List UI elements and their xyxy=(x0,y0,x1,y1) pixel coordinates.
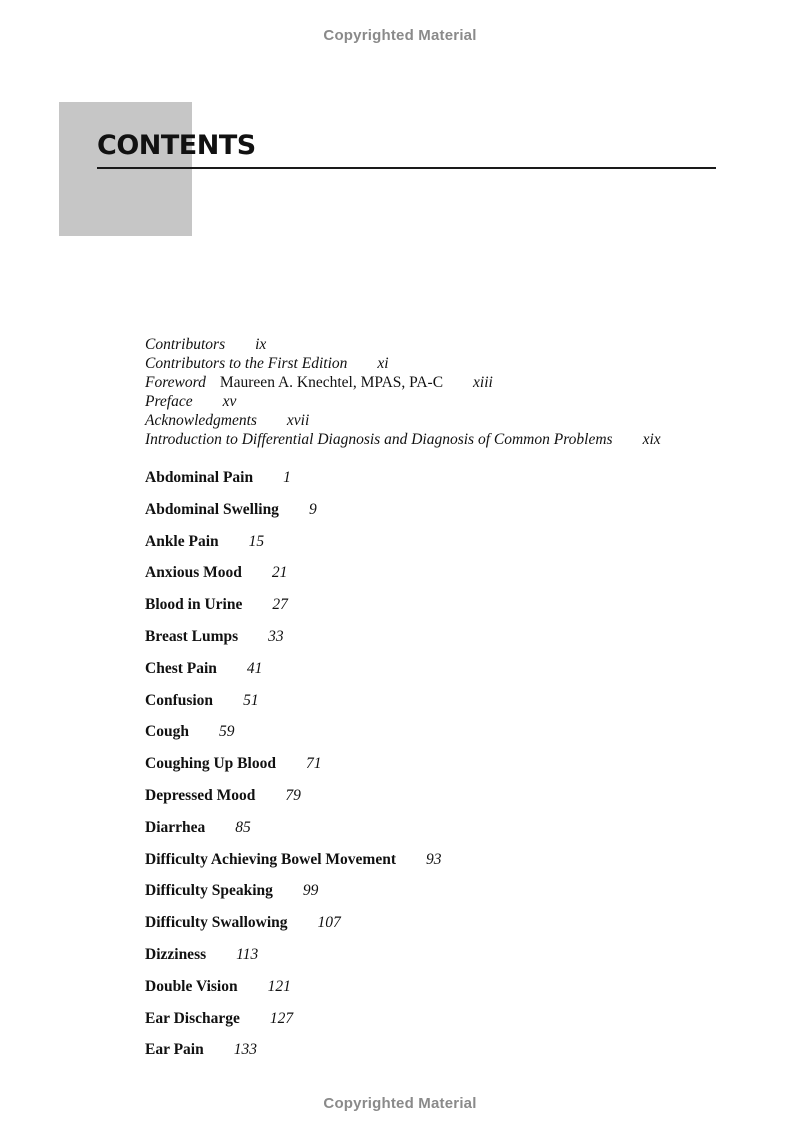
chapter-entry[interactable] xyxy=(145,1009,441,1041)
entry-title: Contributors to the First Edition xyxy=(145,355,348,372)
page-number: ix xyxy=(255,336,267,353)
chapter-title: Diarrhea xyxy=(145,818,206,836)
chapter-title: Ankle Pain xyxy=(145,532,219,550)
chapter-title: Difficulty Achieving Bowel Movement xyxy=(145,850,396,868)
chapter-entry[interactable] xyxy=(145,563,441,595)
toc-entry[interactable] xyxy=(145,354,661,373)
chapter-entry[interactable] xyxy=(145,818,441,850)
page-number: 51 xyxy=(243,691,259,709)
chapter-entry[interactable] xyxy=(145,913,441,945)
chapter-title: Ear Pain xyxy=(145,1041,204,1059)
heading-rule xyxy=(97,167,716,169)
heading-accent-block xyxy=(59,102,192,236)
entry-title: Introduction to Differential Diagnosis and Diagnosis of Common Problems xyxy=(145,431,613,448)
page-number: 9 xyxy=(308,500,317,518)
chapter-entry[interactable] xyxy=(145,754,441,786)
chapter-title: Anxious Mood xyxy=(145,564,242,582)
toc-entry[interactable] xyxy=(145,392,661,411)
chapter-title: Blood in Urine xyxy=(145,596,243,614)
page-number: 127 xyxy=(269,1009,294,1027)
page-number: xix xyxy=(642,431,661,448)
page-number: 133 xyxy=(233,1041,257,1059)
chapter-title: Cough xyxy=(145,723,189,741)
page-number: 107 xyxy=(317,914,341,932)
page-number: 99 xyxy=(302,882,319,900)
chapter-title: Double Vision xyxy=(145,977,238,995)
page-number: 15 xyxy=(248,532,265,550)
page-number: 121 xyxy=(267,977,291,995)
chapter-entry[interactable] xyxy=(145,850,441,882)
chapter-entry[interactable] xyxy=(145,627,441,659)
chapter-entry[interactable] xyxy=(145,977,441,1009)
toc-entry[interactable] xyxy=(145,430,661,449)
entry-title: Contributors xyxy=(145,336,226,353)
chapter-entry[interactable] xyxy=(145,500,441,532)
chapter-title: Abdominal Pain xyxy=(145,469,254,486)
page-number: 59 xyxy=(218,723,235,741)
chapter-entry[interactable] xyxy=(145,722,441,754)
front-matter-list xyxy=(145,335,661,449)
page-number: xi xyxy=(377,355,389,372)
chapter-entry[interactable] xyxy=(145,945,441,977)
chapter-title: Difficulty Speaking xyxy=(145,882,273,900)
chapter-entry[interactable] xyxy=(145,659,441,691)
toc-entry[interactable] xyxy=(145,335,661,354)
page-number: 79 xyxy=(285,786,301,804)
toc-entry[interactable] xyxy=(145,411,661,430)
page-number: xiii xyxy=(473,374,493,391)
page-number: xvii xyxy=(286,412,310,429)
page-number: 21 xyxy=(271,564,288,582)
page-number: 113 xyxy=(236,945,259,963)
chapter-entry[interactable] xyxy=(145,595,441,627)
page-number: xv xyxy=(222,393,237,410)
entry-title: Acknowledgments xyxy=(145,412,257,429)
page-number: 93 xyxy=(425,850,442,868)
chapter-title: Ear Discharge xyxy=(145,1009,240,1027)
chapter-entry[interactable] xyxy=(145,881,441,913)
toc-entry[interactable] xyxy=(145,373,661,392)
watermark-top: Copyrighted Material xyxy=(323,27,477,44)
chapter-entry[interactable] xyxy=(145,691,441,723)
chapter-title: Breast Lumps xyxy=(145,627,239,645)
page-number: 27 xyxy=(272,596,288,614)
page-number: 1 xyxy=(283,469,291,486)
chapter-title: Depressed Mood xyxy=(145,786,256,804)
chapter-title: Dizziness xyxy=(145,945,207,963)
page-number: 41 xyxy=(246,659,263,677)
entry-author: Maureen A. Knechtel, MPAS, PA-C xyxy=(219,374,444,391)
chapter-title: Chest Pain xyxy=(145,659,217,677)
page-number: 71 xyxy=(305,755,322,773)
chapter-entry[interactable] xyxy=(145,532,441,564)
chapter-list xyxy=(145,468,441,1072)
chapter-title: Difficulty Swallowing xyxy=(145,914,288,932)
page-number: 85 xyxy=(235,818,251,836)
chapter-entry[interactable] xyxy=(145,1040,441,1072)
page-number: 33 xyxy=(268,627,284,645)
entry-title: Foreword xyxy=(145,374,206,391)
chapter-title: Abdominal Swelling xyxy=(145,500,279,518)
page-title: CONTENTS xyxy=(97,130,256,161)
entry-title: Preface xyxy=(145,393,193,410)
watermark-bottom: Copyrighted Material xyxy=(323,1095,477,1112)
chapter-title: Coughing Up Blood xyxy=(145,755,276,773)
chapter-title: Confusion xyxy=(145,691,214,709)
chapter-entry[interactable] xyxy=(145,786,441,818)
chapter-entry[interactable] xyxy=(145,468,441,500)
